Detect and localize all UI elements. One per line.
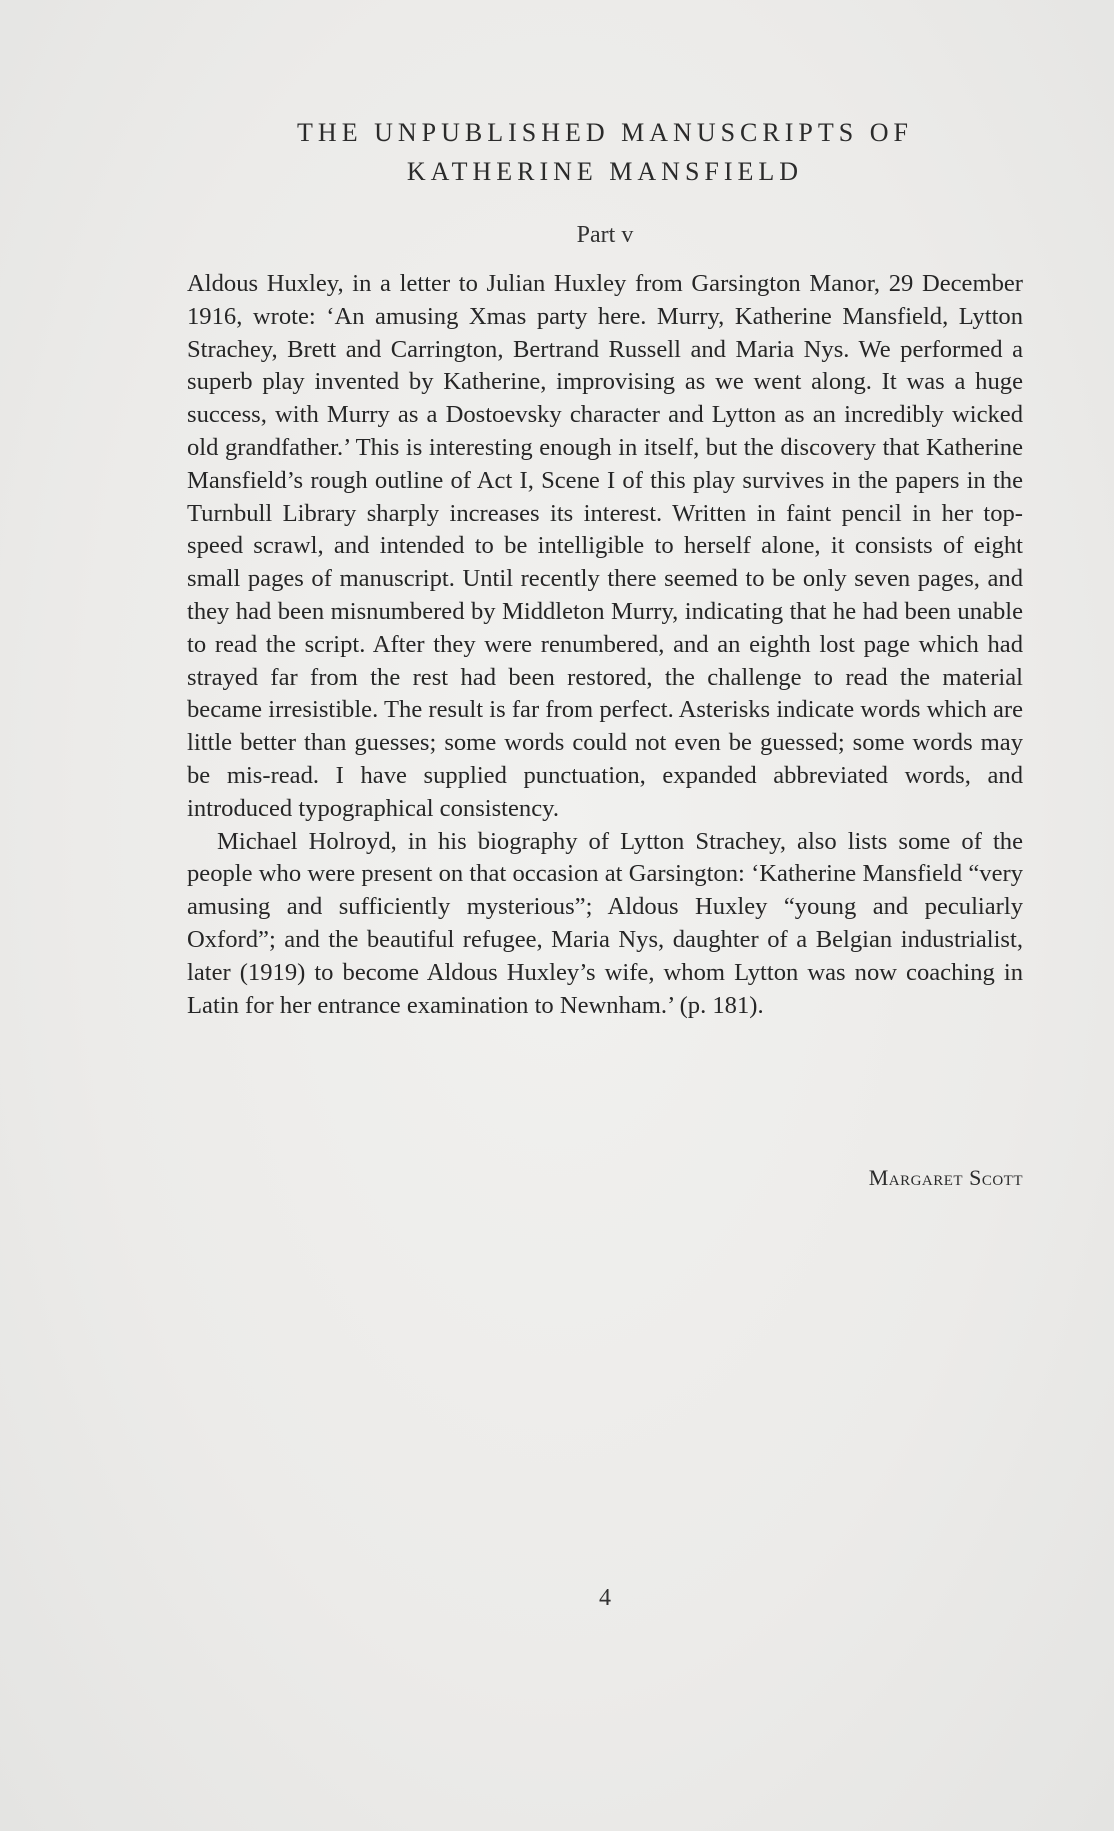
paragraph: Michael Holroyd, in his biography of Lytton Strachey, also lists some of the people who were present on that occasion at Garsington: ‘Katherine Mansfield “very amusing and sufficiently mysterious”; Aldous Huxley “young and peculiarly Oxford”; and the beautiful refugee, Maria Nys, daughter of a Belgian industrialist, later (1919) to become Aldous Huxley’s wife, whom Lytton was now coaching in Latin for her entrance examination to Newnham.’ (p. 181).: [187, 827, 1023, 1019]
page-number: 4: [599, 1585, 611, 1611]
paragraph: Aldous Huxley, in a letter to Julian Huxley from Garsington Manor, 29 December 1916, wrote: ‘An amusing Xmas party here. Murry, Katherine Mansfield, Lytton Strachey, Brett and Carrington, Bertrand Russell and Maria Nys. We performed a superb play invented by Katherine, improvising as we went along. It was a huge success, with Murry as a Dostoevsky character and Lytton as an incredibly wicked old grandfather.’ This is interesting enough in itself, but the discovery that Katherine Mansfield’s rough outline of Act I, Scene I of this play survives in the papers in the Turnbull Library sharply increases its interest. Written in faint pencil in her top-speed scrawl, and intended to be intelligible to herself alone, it consists of eight small pages of manuscript. Until recently there seemed to be only seven pages, and they had been misnumbered by Middleton Murry, indicating that he had been unable to read the script. After they were renumbered, and an eighth lost page which had strayed far from the rest had been restored, the challenge to read the material became irresistible. The result is far from perfect. Asterisks indicate words which are little better than guesses; some words could not even be guessed; some words may be mis-read. I have supplied punctuation, expanded abbreviated words, and introduced typographical consistency.: [187, 270, 1023, 822]
article-title-line-1: THE UNPUBLISHED MANUSCRIPTS OF: [297, 118, 913, 147]
article-title-line-2: KATHERINE MANSFIELD: [406, 157, 804, 186]
author-signature: Margaret Scott: [868, 1165, 1023, 1190]
part-heading: Part v: [576, 222, 634, 248]
article-body: [187, 268, 1023, 1022]
